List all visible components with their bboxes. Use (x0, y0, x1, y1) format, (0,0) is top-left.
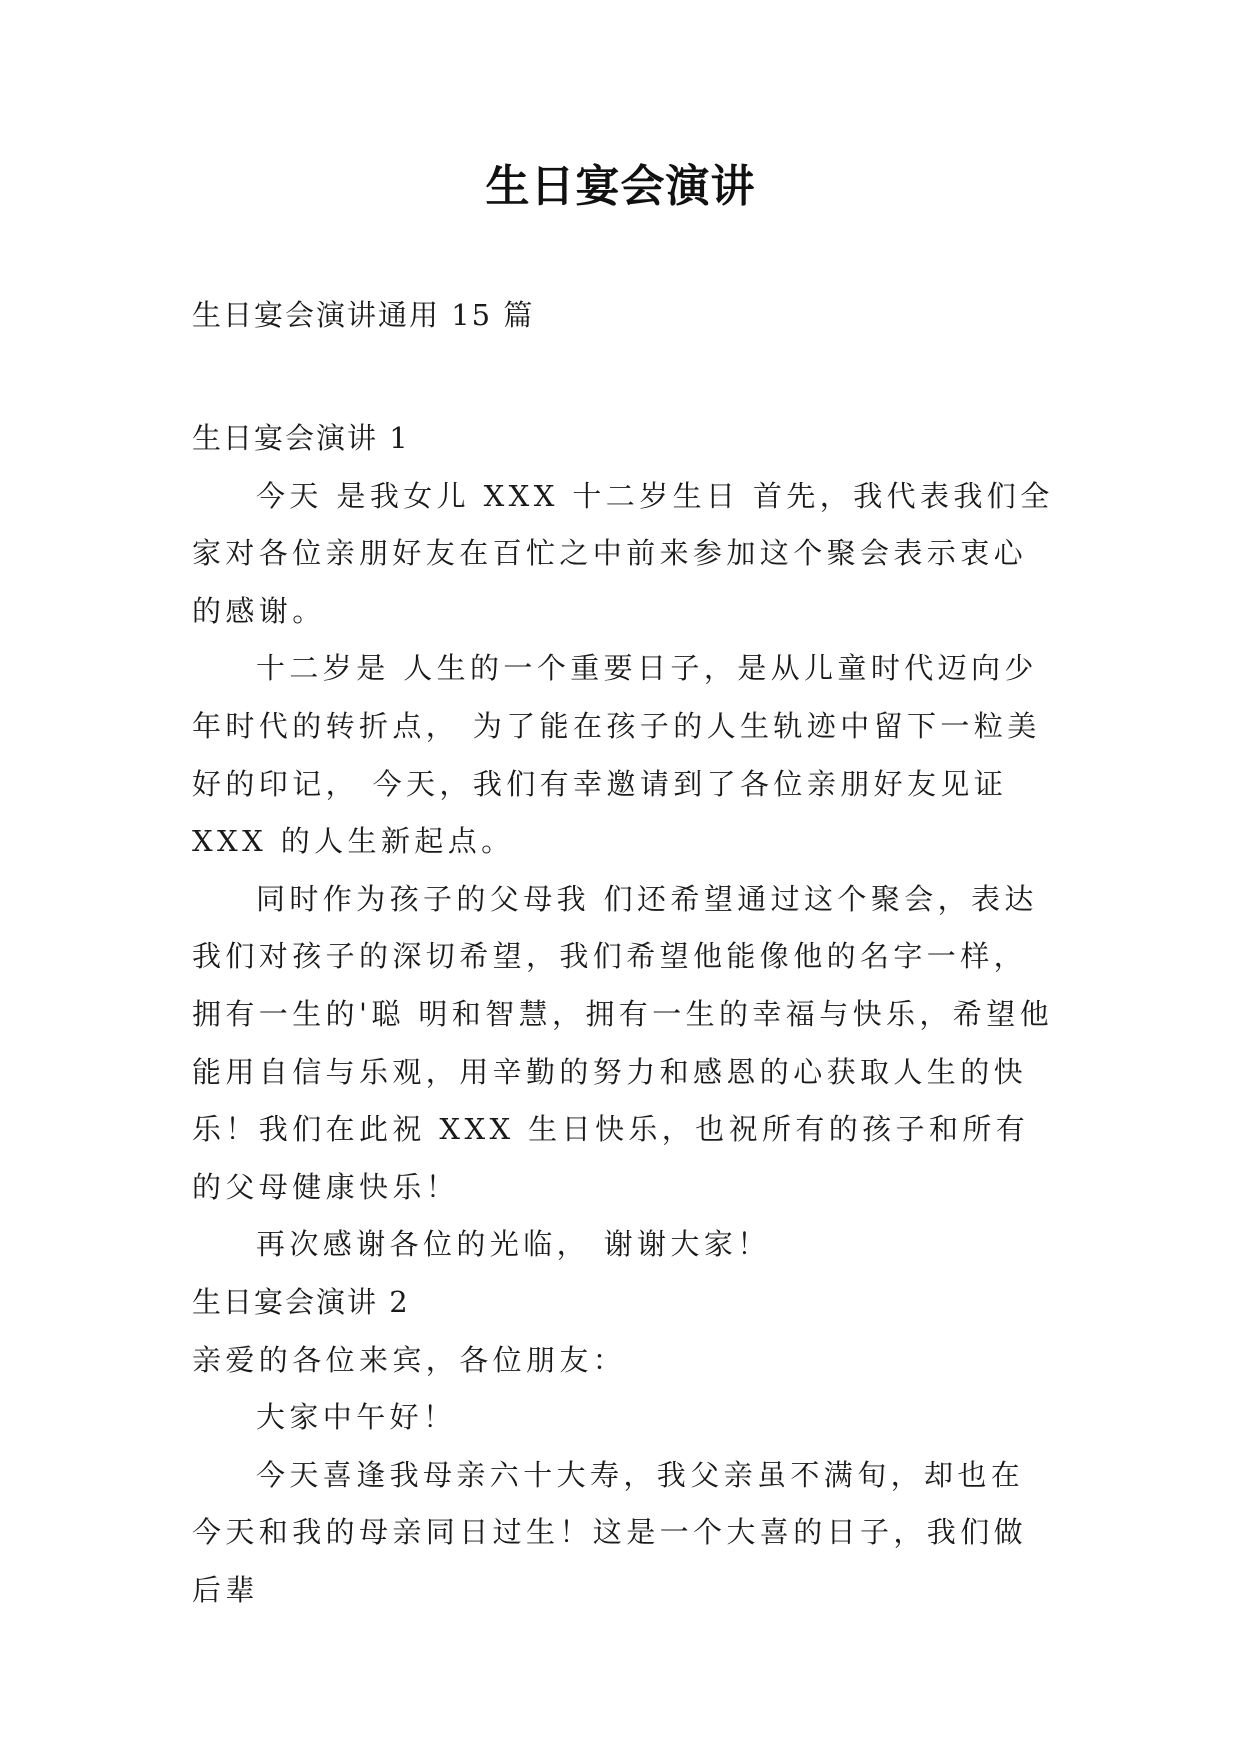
body-paragraph: 同时作为孩子的父母我 们还希望通过这个聚会，表达我们对孩子的深切希望，我们希望他能像他的名字一样，拥有一生的'聪 明和智慧，拥有一生的幸福与快乐，希望他能用自信与乐观，用辛勤的努力和感恩的心获取人生的快 乐！我们在此祝 XXX 生日快乐，也祝所有的孩子和所有的父母健康快乐！ (192, 881, 1053, 1204)
document-title: 生日宴会演讲 (485, 161, 756, 212)
section-heading: 生日宴会演讲 1 (192, 421, 410, 455)
body-paragraph: 再次感谢各位的光临， 谢谢大家！ (256, 1227, 771, 1262)
salutation-paragraph: 亲爱的各位来宾，各位朋友： (192, 1342, 627, 1377)
body-paragraph: 今天喜逢我母亲六十大寿，我父亲虽不满旬，却也在今天和我的母亲同日过生！这是一个大喜的日子，我们做后辈 (192, 1457, 1028, 1607)
body-paragraph: 大家中午好！ (256, 1400, 457, 1435)
section-heading: 生日宴会演讲 2 (192, 1284, 410, 1319)
document-subtitle: 生日宴会演讲通用 15 篇 (192, 298, 535, 332)
document-body (192, 410, 1057, 1619)
body-paragraph: 十二岁是 人生的一个重要日子，是从儿童时代迈向少年时代的转折点， 为了能在孩子的人生轨迹中留下一粒美好的印记， 今天，我们有幸邀请到了各位亲朋好友见证 XXX 的人生新起点。 (192, 651, 1041, 859)
body-paragraph: 今天 是我女儿 XXX 十二岁生日 首先，我代表我们全家对各位亲朋好友在百忙之中前来参加这个聚会表示衷心的感谢。 (192, 478, 1054, 628)
